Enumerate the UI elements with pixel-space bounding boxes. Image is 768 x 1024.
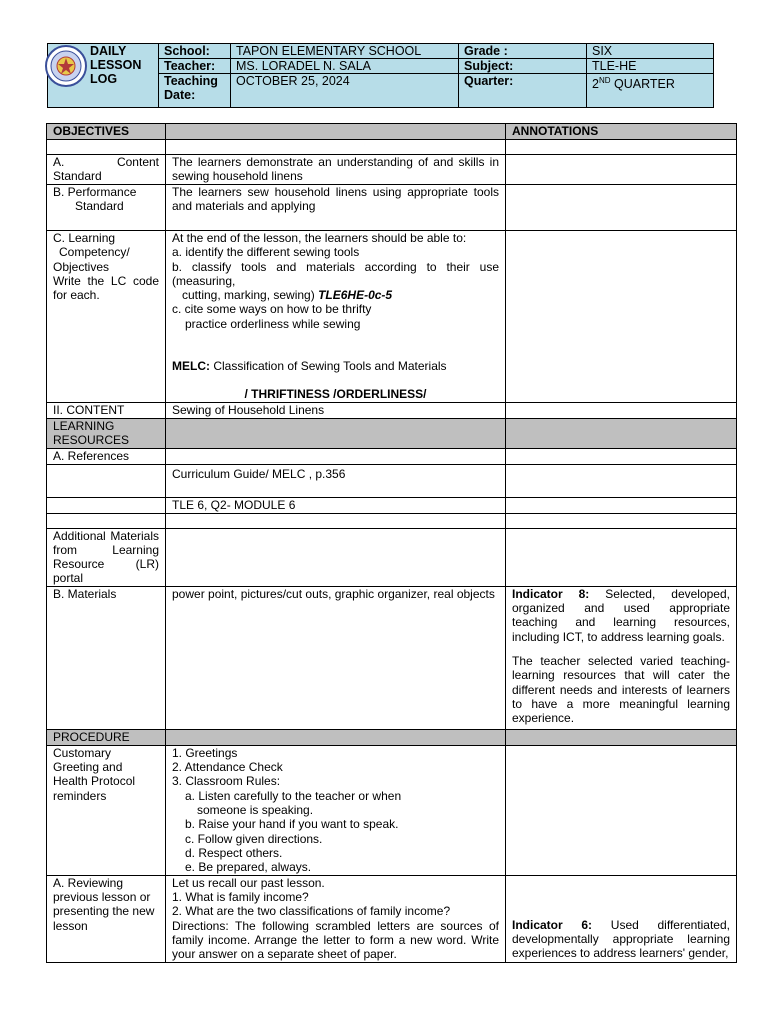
teaching-date-value: OCTOBER 25, 2024 (236, 74, 350, 88)
spacer-row (47, 140, 737, 155)
title-line-2: LESSON (90, 58, 142, 72)
date-label-line-2: Date: (164, 88, 196, 102)
date-label-line-1: Teaching (164, 74, 218, 88)
learning-resources-label: LEARNING RESOURCES (47, 419, 166, 449)
additional-materials-label: Additional Materials from Learning Resource (LR) portal (47, 528, 166, 586)
references-label: A. References (47, 448, 166, 464)
daily-lesson-log-title (90, 44, 141, 86)
indicator-6-annotation: Indicator 6: Used differentiated, developmentally appropriate learning experiences to address learners' gender, (506, 875, 737, 962)
quarter-value (586, 74, 713, 91)
materials-label: B. Materials (47, 586, 166, 729)
school-label: School: (164, 44, 210, 58)
references-row (47, 448, 737, 464)
additional-materials-row (47, 528, 737, 586)
greeting-label: Customary Greeting and Health Protocol reminders (47, 745, 166, 875)
procedure-row (47, 729, 737, 745)
content-row (47, 403, 737, 419)
quarter-text: QUARTER (610, 77, 675, 92)
performance-standard-text: The learners sew household linens using appropriate tools and materials and applying (166, 185, 506, 231)
content-standard-text: The learners demonstrate an understanding of and skills in sewing household linens (166, 155, 506, 185)
spacer-row (47, 513, 737, 528)
indicator-8-annotation: Indicator 8: Selected, developed, organized and used appropriate teaching and learning resources, including ICT, to address learning goals. The teacher selected varied teaching-learning resources that will cater the different needs and interests of learners to have a more meaningful learning experience. (506, 586, 737, 729)
subject-label: Subject: (464, 59, 514, 73)
grade-label: Grade : (464, 44, 508, 58)
quarter-number: 2 (592, 77, 599, 92)
objectives-header: OBJECTIVES (47, 124, 166, 140)
content-label: II. CONTENT (47, 403, 166, 419)
performance-standard-row (47, 185, 737, 231)
content-standard-row (47, 155, 737, 185)
performance-standard-label: B. Performance Standard (47, 185, 166, 231)
lesson-log-header (47, 43, 714, 108)
competency-text: At the end of the lesson, the learners should be able to: a. identify the different sewing tools b. classify tools and materials according to their use (measuring, cutting, marking, sewing) TLE6HE-0c-5 c. cite some ways on how to be thrifty practice orderliness while sewing MELC: Classification of Sewing Tools and Materials / THRIFTINESS /ORDERLINESS/ (166, 231, 506, 403)
lesson-plan-table (46, 123, 737, 963)
header-logo-cell (48, 44, 159, 107)
materials-row (47, 586, 737, 729)
reviewing-label: A. Reviewing previous lesson or presenting the new lesson (47, 875, 166, 962)
content-text: Sewing of Household Linens (166, 403, 506, 419)
competency-row (47, 231, 737, 403)
values-line: / THRIFTINESS /ORDERLINESS/ (244, 387, 427, 402)
learning-resources-row (47, 419, 737, 449)
procedure-label: PROCEDURE (47, 729, 166, 745)
grade-value: SIX (592, 44, 613, 58)
title-line-3: LOG (90, 72, 118, 86)
reference-cg-row (47, 464, 737, 497)
lc-code: TLE6HE-0c-5 (318, 288, 393, 303)
greeting-text: 1. Greetings 2. Attendance Check 3. Classroom Rules: a. Listen carefully to the teacher or when someone is speaking. b. Raise your hand if you want to speak. c. Follow given directions. d. Respect others. e. Be prepared, always. (166, 745, 506, 875)
quarter-label: Quarter: (464, 74, 514, 88)
reference-module-row (47, 497, 737, 513)
school-value: TAPON ELEMENTARY SCHOOL (236, 44, 422, 58)
reviewing-text: Let us recall our past lesson. 1. What is family income? 2. What are the two classifications of family income? Directions: The following scrambled letters are sources of family income. Arrange the letter to form a new word. Write your answer on a separate sheet of paper. (166, 875, 506, 962)
teaching-date-label (158, 74, 230, 102)
melc-line: MELC: Classification of Sewing Tools and Materials (172, 359, 447, 374)
subject-value: TLE-HE (592, 59, 637, 73)
competency-label: C. Learning Competency/ Objectives Write the LC code for each. (47, 231, 166, 403)
header-blank-cell (166, 124, 506, 140)
deped-seal-icon (44, 44, 88, 88)
title-line-1: DAILY (90, 44, 127, 58)
materials-text: power point, pictures/cut outs, graphic organizer, real objects (166, 586, 506, 729)
quarter-suffix: ND (598, 76, 611, 85)
teacher-label: Teacher: (164, 59, 216, 73)
annotations-header: ANNOTATIONS (506, 124, 737, 140)
teacher-value: MS. LORADEL N. SALA (236, 59, 371, 73)
table-header-row (47, 124, 737, 140)
reviewing-row (47, 875, 737, 962)
reference-curriculum-guide: Curriculum Guide/ MELC , p.356 (166, 464, 506, 497)
reference-module: TLE 6, Q2- MODULE 6 (166, 497, 506, 513)
greeting-row (47, 745, 737, 875)
content-standard-label: A. Content Standard (47, 155, 166, 185)
